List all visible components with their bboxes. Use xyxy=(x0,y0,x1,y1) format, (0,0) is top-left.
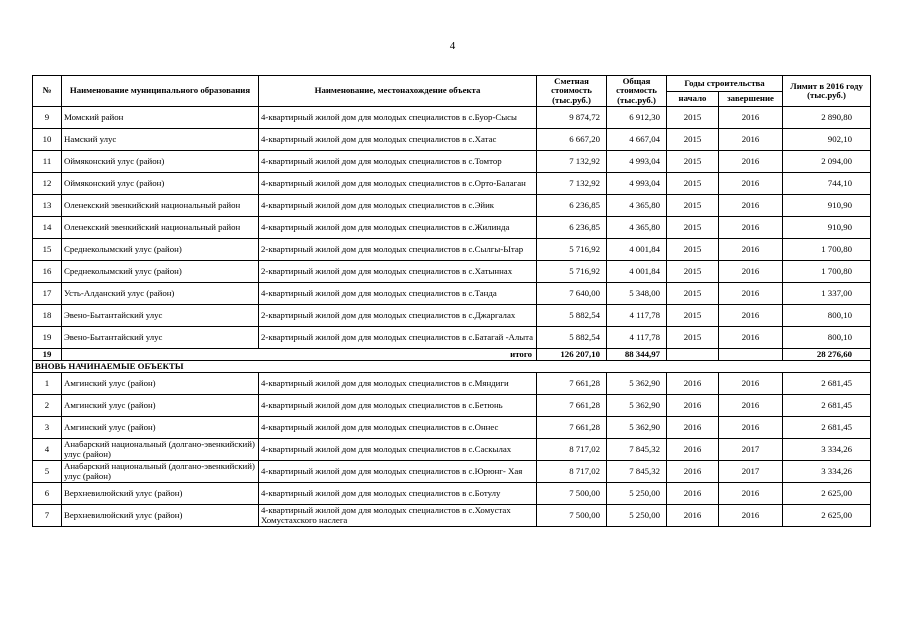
cell-object: 4-квартирный жилой дом для молодых специалистов в с.Орто-Балаган xyxy=(259,173,537,195)
cell-end-year: 2017 xyxy=(719,439,783,461)
cell-end-year: 2016 xyxy=(719,173,783,195)
header-municipality: Наименование муниципального образования xyxy=(62,76,259,107)
cell-num: 10 xyxy=(33,129,62,151)
header-num: № xyxy=(33,76,62,107)
cell-total-cost: 4 001,84 xyxy=(607,239,667,261)
page-number: 4 xyxy=(449,40,456,52)
cell-limit: 2 094,00 xyxy=(783,151,871,173)
cell-object: 4-квартирный жилой дом для молодых специалистов в с.Ботулу xyxy=(259,483,537,505)
cell-start-year: 2016 xyxy=(667,439,719,461)
table-row xyxy=(33,173,871,195)
table-row xyxy=(33,395,871,417)
cell-estimated-cost: 5 716,92 xyxy=(537,261,607,283)
cell-start-year: 2016 xyxy=(667,461,719,483)
cell-object: 4-квартирный жилой дом для молодых специалистов в с.Бетюнь xyxy=(259,395,537,417)
cell-total-cost: 4 993,04 xyxy=(607,173,667,195)
cell-estimated-cost: 7 132,92 xyxy=(537,151,607,173)
cell-limit: 910,90 xyxy=(783,195,871,217)
cell-municipality: Анабарский национальный (долгано-эвенкийский) улус (район) xyxy=(62,461,259,483)
table-row xyxy=(33,305,871,327)
cell-start-year: 2015 xyxy=(667,305,719,327)
total-label: итого xyxy=(62,349,537,361)
cell-estimated-cost: 7 500,00 xyxy=(537,505,607,527)
cell-num: 6 xyxy=(33,483,62,505)
cell-end-year: 2016 xyxy=(719,195,783,217)
cell-total-cost: 7 845,32 xyxy=(607,461,667,483)
cell-num: 3 xyxy=(33,417,62,439)
table-row xyxy=(33,373,871,395)
cell-limit: 2 681,45 xyxy=(783,417,871,439)
cell-object: 4-квартирный жилой дом для молодых специалистов в с.Оннес xyxy=(259,417,537,439)
cell-estimated-cost: 8 717,02 xyxy=(537,461,607,483)
cell-limit: 1 700,80 xyxy=(783,239,871,261)
cell-limit: 2 625,00 xyxy=(783,505,871,527)
cell-total-cost: 5 250,00 xyxy=(607,483,667,505)
total-limit: 28 276,60 xyxy=(783,349,871,361)
cell-total-cost: 5 250,00 xyxy=(607,505,667,527)
total-empty-end xyxy=(719,349,783,361)
cell-object: 4-квартирный жилой дом для молодых специалистов в с.Юрюнг- Хая xyxy=(259,461,537,483)
total-total-cost: 88 344,97 xyxy=(607,349,667,361)
cell-estimated-cost: 7 661,28 xyxy=(537,395,607,417)
cell-municipality: Эвено-Бытантайский улус xyxy=(62,327,259,349)
cell-limit: 2 625,00 xyxy=(783,483,871,505)
cell-num: 4 xyxy=(33,439,62,461)
cell-start-year: 2015 xyxy=(667,151,719,173)
cell-limit: 800,10 xyxy=(783,305,871,327)
table-row xyxy=(33,129,871,151)
cell-end-year: 2016 xyxy=(719,305,783,327)
cell-num: 11 xyxy=(33,151,62,173)
cell-limit: 2 681,45 xyxy=(783,395,871,417)
cell-total-cost: 6 912,30 xyxy=(607,107,667,129)
cell-start-year: 2015 xyxy=(667,107,719,129)
cell-end-year: 2016 xyxy=(719,395,783,417)
cell-end-year: 2016 xyxy=(719,483,783,505)
table-row xyxy=(33,417,871,439)
table-body-top xyxy=(33,107,871,349)
cell-end-year: 2016 xyxy=(719,283,783,305)
cell-object: 2-квартирный жилой дом для молодых специалистов в с.Джаргалах xyxy=(259,305,537,327)
table-row xyxy=(33,151,871,173)
cell-start-year: 2016 xyxy=(667,505,719,527)
cell-num: 16 xyxy=(33,261,62,283)
table-row xyxy=(33,107,871,129)
total-empty-start xyxy=(667,349,719,361)
cell-start-year: 2015 xyxy=(667,283,719,305)
table-row xyxy=(33,239,871,261)
cell-num: 9 xyxy=(33,107,62,129)
cell-municipality: Оленекский эвенкийский национальный район xyxy=(62,195,259,217)
cell-estimated-cost: 5 716,92 xyxy=(537,239,607,261)
cell-municipality: Амгинский улус (район) xyxy=(62,395,259,417)
header-end: завершение xyxy=(719,92,783,107)
table-row xyxy=(33,327,871,349)
cell-total-cost: 4 667,04 xyxy=(607,129,667,151)
header-start: начало xyxy=(667,92,719,107)
cell-end-year: 2016 xyxy=(719,129,783,151)
table-row xyxy=(33,261,871,283)
cell-object: 4-квартирный жилой дом для молодых специалистов в с.Мяндиги xyxy=(259,373,537,395)
cell-municipality: Усть-Алданский улус (район) xyxy=(62,283,259,305)
cell-municipality: Оймяконский улус (район) xyxy=(62,151,259,173)
cell-num: 18 xyxy=(33,305,62,327)
cell-end-year: 2016 xyxy=(719,417,783,439)
cell-end-year: 2016 xyxy=(719,327,783,349)
cell-municipality: Среднеколымский улус (район) xyxy=(62,261,259,283)
cell-end-year: 2017 xyxy=(719,461,783,483)
cell-municipality: Намский улус xyxy=(62,129,259,151)
cell-num: 12 xyxy=(33,173,62,195)
cell-num: 19 xyxy=(33,327,62,349)
cell-limit: 800,10 xyxy=(783,327,871,349)
cell-total-cost: 4 365,80 xyxy=(607,217,667,239)
cell-num: 5 xyxy=(33,461,62,483)
cell-estimated-cost: 7 500,00 xyxy=(537,483,607,505)
table-row xyxy=(33,195,871,217)
cell-municipality: Момский район xyxy=(62,107,259,129)
cell-total-cost: 4 365,80 xyxy=(607,195,667,217)
cell-limit: 2 681,45 xyxy=(783,373,871,395)
cell-start-year: 2015 xyxy=(667,239,719,261)
cell-object: 4-квартирный жилой дом для молодых специалистов в с.Томтор xyxy=(259,151,537,173)
cell-limit: 902,10 xyxy=(783,129,871,151)
cell-object: 2-квартирный жилой дом для молодых специалистов в с.Хатыннах xyxy=(259,261,537,283)
cell-total-cost: 4 117,78 xyxy=(607,327,667,349)
section-title: ВНОВЬ НАЧИНАЕМЫЕ ОБЪЕКТЫ xyxy=(33,361,871,373)
section-row xyxy=(33,361,871,373)
cell-total-cost: 5 362,90 xyxy=(607,373,667,395)
header-estimated-cost: Сметная стоимость (тыс.руб.) xyxy=(537,76,607,107)
cell-num: 15 xyxy=(33,239,62,261)
cell-end-year: 2016 xyxy=(719,151,783,173)
table-row xyxy=(33,505,871,527)
cell-estimated-cost: 7 661,28 xyxy=(537,417,607,439)
cell-limit: 3 334,26 xyxy=(783,461,871,483)
cell-municipality: Амгинский улус (район) xyxy=(62,373,259,395)
cell-end-year: 2016 xyxy=(719,373,783,395)
cell-total-cost: 7 845,32 xyxy=(607,439,667,461)
table-row xyxy=(33,483,871,505)
cell-object: 2-квартирный жилой дом для молодых специалистов в с.Батагай -Алыта xyxy=(259,327,537,349)
cell-estimated-cost: 5 882,54 xyxy=(537,305,607,327)
construction-objects-table xyxy=(32,75,871,527)
cell-limit: 744,10 xyxy=(783,173,871,195)
cell-total-cost: 5 362,90 xyxy=(607,417,667,439)
cell-end-year: 2016 xyxy=(719,505,783,527)
cell-estimated-cost: 7 661,28 xyxy=(537,373,607,395)
cell-num: 1 xyxy=(33,373,62,395)
header-limit: Лимит в 2016 году (тыс.руб.) xyxy=(783,76,871,107)
cell-estimated-cost: 9 874,72 xyxy=(537,107,607,129)
cell-estimated-cost: 6 236,85 xyxy=(537,195,607,217)
cell-num: 2 xyxy=(33,395,62,417)
total-num: 19 xyxy=(33,349,62,361)
cell-num: 14 xyxy=(33,217,62,239)
cell-estimated-cost: 8 717,02 xyxy=(537,439,607,461)
cell-limit: 910,90 xyxy=(783,217,871,239)
cell-start-year: 2016 xyxy=(667,483,719,505)
cell-limit: 2 890,80 xyxy=(783,107,871,129)
cell-start-year: 2015 xyxy=(667,195,719,217)
cell-num: 17 xyxy=(33,283,62,305)
cell-municipality: Амгинский улус (район) xyxy=(62,417,259,439)
table-row xyxy=(33,217,871,239)
cell-start-year: 2015 xyxy=(667,327,719,349)
cell-total-cost: 4 001,84 xyxy=(607,261,667,283)
cell-municipality: Среднеколымский улус (район) xyxy=(62,239,259,261)
cell-object: 4-квартирный жилой дом для молодых специалистов в с.Хатас xyxy=(259,129,537,151)
total-estimated-cost: 126 207,10 xyxy=(537,349,607,361)
cell-object: 2-квартирный жилой дом для молодых специалистов в с.Сылгы-Ытар xyxy=(259,239,537,261)
cell-start-year: 2015 xyxy=(667,261,719,283)
cell-end-year: 2016 xyxy=(719,217,783,239)
cell-start-year: 2016 xyxy=(667,395,719,417)
cell-start-year: 2016 xyxy=(667,417,719,439)
cell-num: 13 xyxy=(33,195,62,217)
cell-num: 7 xyxy=(33,505,62,527)
cell-total-cost: 5 362,90 xyxy=(607,395,667,417)
cell-estimated-cost: 6 236,85 xyxy=(537,217,607,239)
cell-object: 4-квартирный жилой дом для молодых специалистов в с.Буор-Сысы xyxy=(259,107,537,129)
cell-estimated-cost: 7 132,92 xyxy=(537,173,607,195)
header-row xyxy=(33,76,871,92)
header-total-cost: Общая стоимость (тыс.руб.) xyxy=(607,76,667,107)
table-body-bottom xyxy=(33,373,871,527)
cell-object: 4-квартирный жилой дом для молодых специалистов в с.Саскылах xyxy=(259,439,537,461)
cell-total-cost: 4 117,78 xyxy=(607,305,667,327)
cell-limit: 1 337,00 xyxy=(783,283,871,305)
cell-municipality: Верхневилюйский улус (район) xyxy=(62,483,259,505)
cell-municipality: Оленекский эвенкийский национальный район xyxy=(62,217,259,239)
cell-start-year: 2016 xyxy=(667,373,719,395)
cell-limit: 3 334,26 xyxy=(783,439,871,461)
cell-start-year: 2015 xyxy=(667,129,719,151)
cell-total-cost: 4 993,04 xyxy=(607,151,667,173)
table-row xyxy=(33,439,871,461)
cell-estimated-cost: 5 882,54 xyxy=(537,327,607,349)
cell-object: 4-квартирный жилой дом для молодых специалистов в с.Жилинда xyxy=(259,217,537,239)
cell-estimated-cost: 6 667,20 xyxy=(537,129,607,151)
cell-municipality: Эвено-Бытантайский улус xyxy=(62,305,259,327)
cell-end-year: 2016 xyxy=(719,261,783,283)
header-years: Годы строительства xyxy=(667,76,783,92)
cell-end-year: 2016 xyxy=(719,107,783,129)
table-row xyxy=(33,461,871,483)
cell-object: 4-квартирный жилой дом для молодых специалистов в с.Хомустах Хомустахского наслега xyxy=(259,505,537,527)
cell-end-year: 2016 xyxy=(719,239,783,261)
cell-object: 4-квартирный жилой дом для молодых специалистов в с.Эйик xyxy=(259,195,537,217)
total-row xyxy=(33,349,871,361)
cell-start-year: 2015 xyxy=(667,217,719,239)
table-body-total xyxy=(33,349,871,373)
cell-municipality: Оймяконский улус (район) xyxy=(62,173,259,195)
cell-start-year: 2015 xyxy=(667,173,719,195)
cell-total-cost: 5 348,00 xyxy=(607,283,667,305)
cell-limit: 1 700,80 xyxy=(783,261,871,283)
cell-municipality: Анабарский национальный (долгано-эвенкийский) улус (район) xyxy=(62,439,259,461)
cell-object: 4-квартирный жилой дом для молодых специалистов в с.Танда xyxy=(259,283,537,305)
cell-estimated-cost: 7 640,00 xyxy=(537,283,607,305)
header-object: Наименование, местонахождение объекта xyxy=(259,76,537,107)
cell-municipality: Верхневилюйский улус (район) xyxy=(62,505,259,527)
table-row xyxy=(33,283,871,305)
